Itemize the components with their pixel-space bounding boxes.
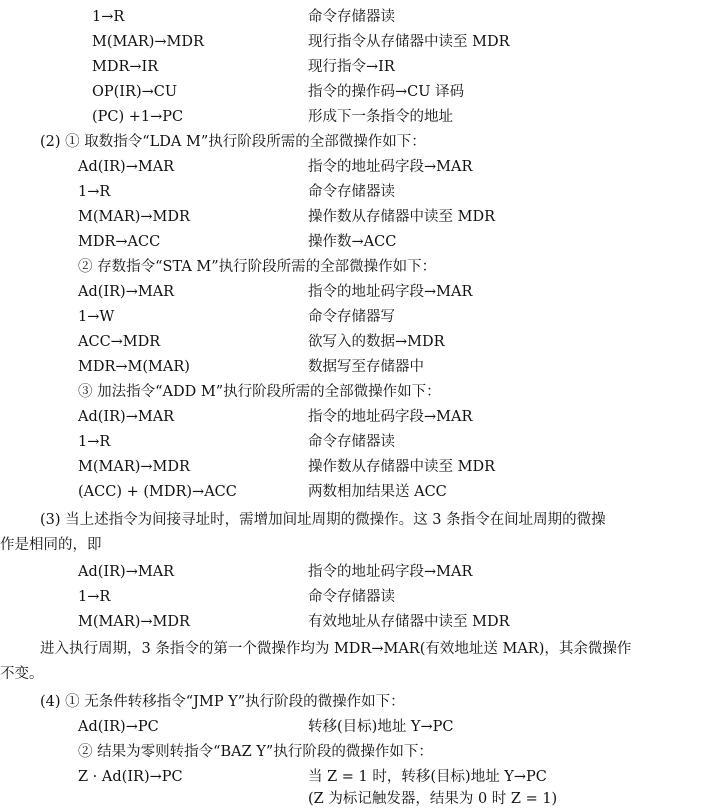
microop-row — [0, 560, 727, 585]
microop-description: 有效地址从存储器中读至 MDR — [308, 614, 510, 630]
microop-row — [0, 280, 727, 305]
microop-row — [0, 105, 727, 130]
microop-description: 当 Z = 1 时，转移(目标)地址 Y→PC — [308, 769, 547, 785]
microop-row — [0, 585, 727, 610]
sta-heading: ② 存数指令“STA M”执行阶段所需的全部微操作如下： — [78, 259, 437, 275]
microop-row — [0, 480, 727, 505]
microop: Z · Ad(IR)→PC — [78, 769, 183, 785]
exec-cycle-paragraph: 进入执行周期，3 条指令的第一个微操作均为 MDR→MAR(有效地址送 MAR)，其余微操作 — [40, 641, 632, 657]
microop: MDR→IR — [92, 59, 159, 75]
microop-description: 形成下一条指令的地址 — [308, 109, 453, 125]
microop-description: 指令的地址码字段→MAR — [308, 284, 473, 300]
microop: MDR→ACC — [78, 234, 161, 250]
microop-description: 指令的地址码字段→MAR — [308, 564, 473, 580]
section-3-paragraph-cont: 作是相同的，即 — [0, 537, 102, 553]
microop-description: 指令的地址码字段→MAR — [308, 159, 473, 175]
section-2-heading: (2) ① 取数指令“LDA M”执行阶段所需的全部微操作如下： — [40, 134, 426, 150]
microop-row — [0, 305, 727, 330]
microop-description: 命令存储器读 — [308, 589, 395, 605]
microop-row — [0, 5, 727, 30]
microop: M(MAR)→MDR — [78, 209, 190, 225]
microop-description: 指令的操作码→CU 译码 — [308, 84, 465, 100]
microop-description: 命令存储器读 — [308, 434, 395, 450]
microop-description: 欲写入的数据→MDR — [308, 334, 445, 350]
microop-description: 命令存储器写 — [308, 309, 395, 325]
microop: 1→R — [78, 184, 111, 200]
microop-description: 命令存储器读 — [308, 9, 395, 25]
microop: Ad(IR)→PC — [78, 719, 159, 735]
microop: Ad(IR)→MAR — [78, 284, 175, 300]
microop-description: 命令存储器读 — [308, 184, 395, 200]
microop: M(MAR)→MDR — [78, 459, 190, 475]
microop: Ad(IR)→MAR — [78, 564, 175, 580]
microop: 1→W — [78, 309, 115, 325]
add-heading: ③ 加法指令“ADD M”执行阶段所需的全部微操作如下： — [78, 384, 441, 400]
note: (Z 为标记触发器，结果为 0 时 Z = 1) — [308, 791, 558, 807]
section-3-paragraph: (3) 当上述指令为间接寻址时，需增加间址周期的微操作。这 3 条指令在间址周期的微操 — [40, 512, 606, 528]
microop: (PC) +1→PC — [92, 109, 184, 125]
baz-heading: ② 结果为零则转指令“BAZ Y”执行阶段的微操作如下： — [78, 744, 433, 760]
microop-row — [0, 205, 727, 230]
microop-row — [0, 610, 727, 635]
microop: ACC→MDR — [78, 334, 161, 350]
microop-row — [0, 330, 727, 355]
microop-row — [0, 180, 727, 205]
microop-description: 数据写至存储器中 — [308, 359, 424, 375]
microop: 1→R — [78, 589, 111, 605]
microop-row — [0, 455, 727, 480]
microop: MDR→M(MAR) — [78, 359, 190, 375]
microop: 1→R — [78, 434, 111, 450]
microop-description: 现行指令从存储器中读至 MDR — [308, 34, 510, 50]
microop-description: 转移(目标)地址 Y→PC — [308, 719, 454, 735]
section-4-heading: (4) ① 无条件转移指令“JMP Y”执行阶段的微操作如下： — [40, 694, 405, 710]
microop-description: 现行指令→IR — [308, 59, 395, 75]
microop-description: 操作数→ACC — [308, 234, 397, 250]
microop: Ad(IR)→MAR — [78, 159, 175, 175]
microop-description: 指令的地址码字段→MAR — [308, 409, 473, 425]
microop-row — [0, 155, 727, 180]
microop: Ad(IR)→MAR — [78, 409, 175, 425]
microop-row — [0, 715, 727, 740]
microop-row — [0, 230, 727, 255]
microop-description: 操作数从存储器中读至 MDR — [308, 209, 495, 225]
microop-row — [0, 80, 727, 105]
microop-row — [0, 405, 727, 430]
note-row — [0, 787, 727, 812]
microop: (ACC) + (MDR)→ACC — [78, 484, 237, 500]
microop-row — [0, 30, 727, 55]
microop: M(MAR)→MDR — [78, 614, 190, 630]
microop-row — [0, 430, 727, 455]
microop: M(MAR)→MDR — [92, 34, 204, 50]
microop-row — [0, 355, 727, 380]
exec-cycle-paragraph-cont: 不变。 — [0, 666, 44, 682]
microop: 1→R — [92, 9, 125, 25]
microop-description: 两数相加结果送 ACC — [308, 484, 447, 500]
microop-description: 操作数从存储器中读至 MDR — [308, 459, 495, 475]
microop-row — [0, 55, 727, 80]
microop: OP(IR)→CU — [92, 84, 178, 100]
